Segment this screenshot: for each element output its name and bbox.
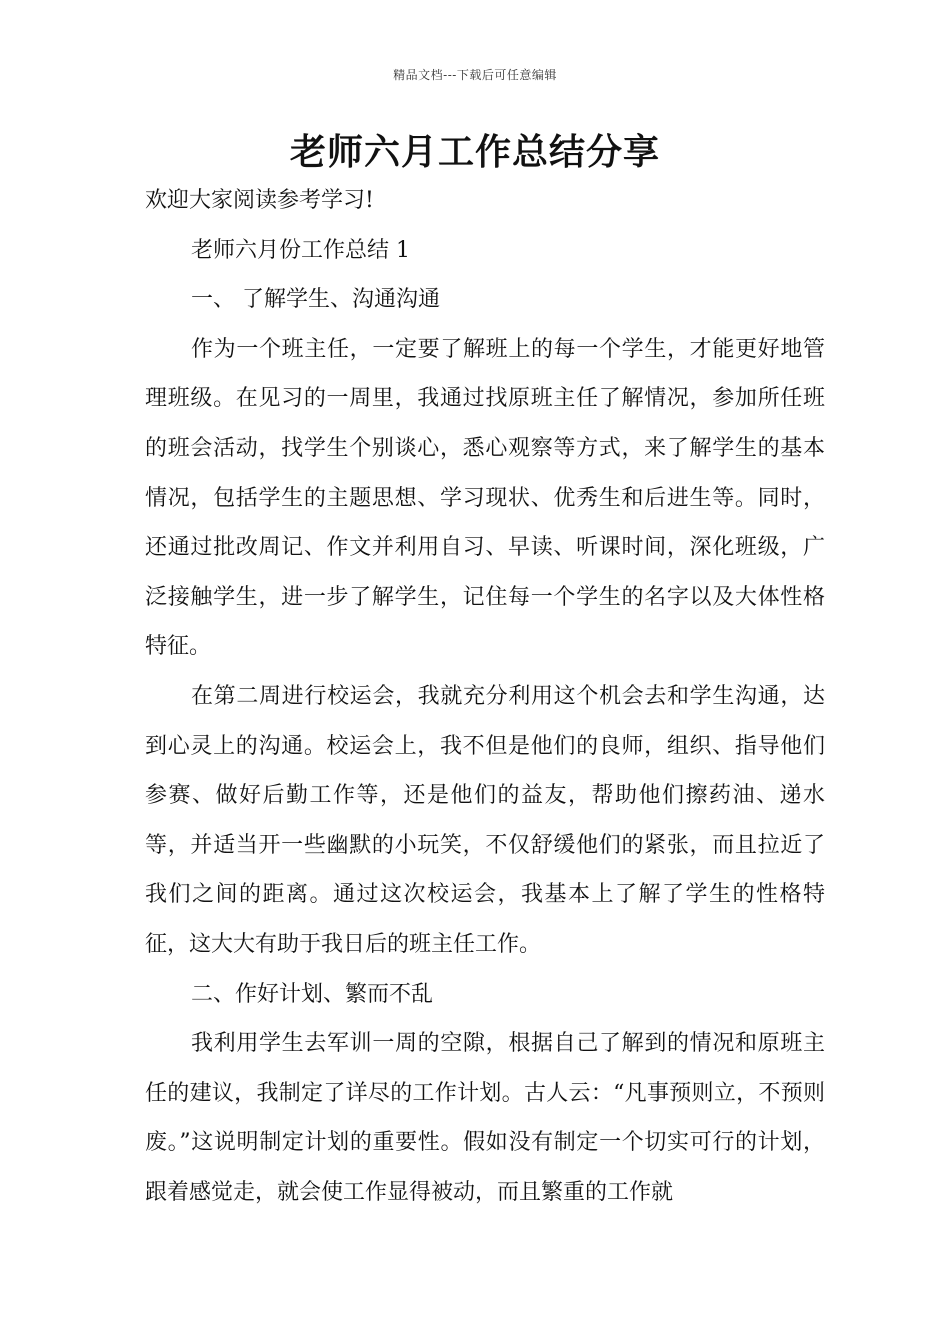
section-heading-1: 一、 了解学生、沟通沟通 [191, 287, 440, 313]
document-body [145, 176, 825, 1217]
subtitle-line: 老师六月份工作总结 1 [191, 237, 410, 263]
paragraph-2: 在第二周进行校运会，我就充分利用这个机会去和学生沟通，达到心灵上的沟通。校运会上，我不但是他们的良师，组织、指导他们参赛、做好后勤工作等，还是他们的益友，帮助他们擦药油、递水等，并适当开一些幽默的小玩笑，不仅舒缓他们的紧张，而且拉近了我们之间的距离。通过这次校运会，我基本上了解了学生的性格特征，这大大有助于我日后的班主任工作。 [145, 683, 825, 957]
document-title: 老师六月工作总结分享 [289, 131, 660, 173]
section-heading-2: 二、作好计划、繁而不乱 [191, 981, 434, 1007]
greeting-line: 欢迎大家阅读参考学习! [145, 188, 374, 213]
paragraph-1: 作为一个班主任，一定要了解班上的每一个学生，才能更好地管理班级。在见习的一周里，我通过找原班主任了解情况，参加所任班的班会活动，找学生个别谈心，悉心观察等方式，来了解学生的基本情况，包括学生的主题思想、学习现状、优秀生和后进生等。同时，还通过批改周记、作文并利用自习、早读、听课时间，深化班级，广泛接触学生，进一步了解学生，记住每一个学生的名字以及大体性格特征。 [145, 336, 825, 660]
paragraph-3: 我利用学生去军训一周的空隙，根据自己了解到的情况和原班主任的建议，我制定了详尽的工作计划。古人云：“凡事预则立，不预则废。”这说明制定计划的重要性。假如没有制定一个切实可行的计划，跟着感觉走，就会使工作显得被动，而且繁重的工作就 [145, 1031, 825, 1205]
header-note: 精品文档---下载后可任意编辑 [393, 68, 557, 82]
